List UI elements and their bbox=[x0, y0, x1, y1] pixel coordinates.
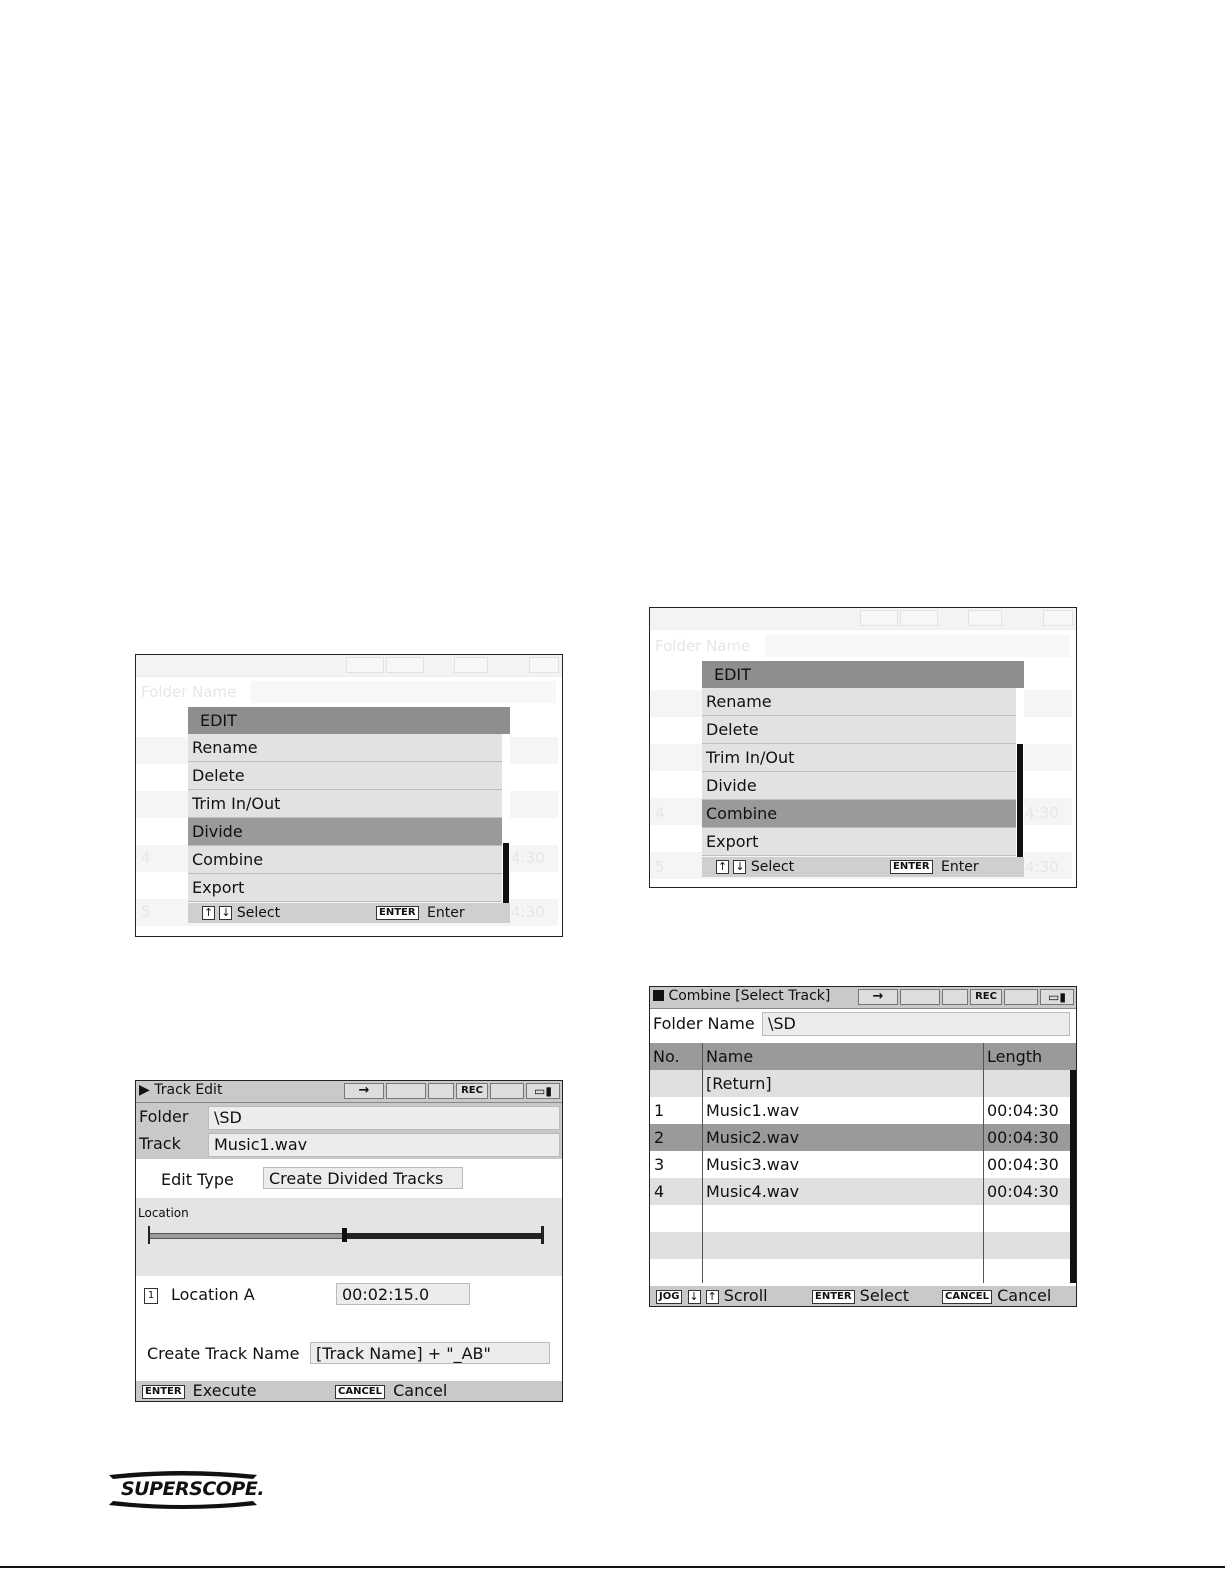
end-marker bbox=[541, 1226, 544, 1244]
status-box bbox=[490, 1083, 524, 1099]
menu-item-divide[interactable]: Divide bbox=[702, 772, 1016, 800]
cell-no: 4 bbox=[654, 1182, 665, 1201]
status-box bbox=[942, 989, 968, 1005]
down-arrow-icon: ↓ bbox=[689, 1289, 699, 1303]
menu-title: EDIT bbox=[702, 661, 1024, 688]
down-arrow-icon: ↓ bbox=[735, 860, 745, 873]
battery-icon bbox=[529, 657, 559, 673]
screen-title bbox=[653, 988, 830, 1004]
table-row[interactable] bbox=[650, 1070, 1070, 1097]
jog-key: JOG bbox=[656, 1290, 682, 1304]
status-box bbox=[900, 989, 940, 1005]
bg-length: 4:30 bbox=[1025, 804, 1059, 822]
folder-field: \SD bbox=[762, 1012, 1070, 1036]
cell-no: 2 bbox=[654, 1128, 665, 1147]
bg-row-no: 4 bbox=[655, 804, 665, 822]
status-box bbox=[386, 1083, 426, 1099]
bg-length: 4:30 bbox=[511, 849, 545, 867]
track-table bbox=[650, 1043, 1076, 1283]
table-scrollbar[interactable] bbox=[1070, 1070, 1076, 1283]
bg-folder-label: Folder Name bbox=[655, 637, 751, 655]
status-box bbox=[900, 610, 938, 626]
folder-field: \SD bbox=[208, 1106, 560, 1130]
menu-footer bbox=[188, 903, 510, 923]
location-a-handle[interactable] bbox=[342, 1228, 347, 1242]
select-hint: Select bbox=[750, 859, 795, 875]
enter-key: ENTER bbox=[142, 1385, 185, 1399]
up-arrow-icon: ↑ bbox=[707, 1289, 717, 1303]
menu-footer bbox=[702, 857, 1024, 877]
cancel-key: CANCEL bbox=[335, 1385, 385, 1399]
menu-item-divide[interactable]: Divide bbox=[188, 818, 502, 846]
select-hint[interactable]: Select bbox=[859, 1286, 910, 1305]
menu-item-trim[interactable]: Trim In/Out bbox=[188, 790, 502, 818]
menu-title: EDIT bbox=[188, 707, 510, 734]
table-row[interactable] bbox=[650, 1232, 1070, 1259]
menu-item-export[interactable]: Export bbox=[702, 828, 1016, 856]
table-body bbox=[650, 1070, 1076, 1286]
bg-row-no: 5 bbox=[141, 903, 151, 921]
track-label: Track bbox=[139, 1134, 181, 1153]
status-box bbox=[860, 610, 898, 626]
edit-menu bbox=[188, 707, 510, 923]
track-field: Music1.wav bbox=[208, 1133, 560, 1157]
battery-icon bbox=[1043, 610, 1073, 626]
header-no: No. bbox=[653, 1047, 680, 1066]
battery-icon: ▭▮ bbox=[1040, 989, 1074, 1005]
status-box bbox=[386, 657, 424, 673]
status-box bbox=[428, 1083, 454, 1099]
header-name: Name bbox=[706, 1047, 754, 1066]
bg-length: 4:30 bbox=[1025, 858, 1059, 876]
status-box bbox=[454, 657, 488, 673]
page-bottom-rule bbox=[0, 1566, 1225, 1568]
location-panel bbox=[136, 1198, 562, 1276]
table-row[interactable] bbox=[650, 1097, 1070, 1124]
up-arrow-icon: ↑ bbox=[203, 906, 214, 919]
select-hint: Select bbox=[236, 905, 281, 921]
execute-hint[interactable]: Execute bbox=[192, 1381, 257, 1400]
superscope-logo bbox=[107, 1469, 265, 1509]
folder-label: Folder bbox=[139, 1107, 189, 1126]
table-row[interactable] bbox=[650, 1124, 1070, 1151]
create-name-label: Create Track Name bbox=[147, 1344, 300, 1363]
menu-item-rename[interactable]: Rename bbox=[188, 734, 502, 762]
track-edit-screen bbox=[135, 1080, 563, 1402]
location-label: Location bbox=[138, 1206, 189, 1220]
folder-label: Folder Name bbox=[653, 1014, 755, 1033]
location-a-field[interactable]: 00:02:15.0 bbox=[336, 1283, 470, 1305]
status-bar bbox=[650, 987, 1076, 1009]
location-a-label: Location A bbox=[171, 1285, 255, 1304]
bg-folder-field bbox=[251, 681, 556, 703]
table-row[interactable] bbox=[650, 1205, 1070, 1232]
menu-item-combine[interactable]: Combine bbox=[702, 800, 1016, 828]
scroll-hint: Scroll bbox=[723, 1286, 768, 1305]
footer-bar bbox=[136, 1381, 562, 1401]
bg-row-no: 5 bbox=[655, 858, 665, 876]
enter-key: ENTER bbox=[376, 906, 419, 920]
table-row[interactable] bbox=[650, 1151, 1070, 1178]
menu-item-delete[interactable]: Delete bbox=[702, 716, 1016, 744]
menu-item-combine[interactable]: Combine bbox=[188, 846, 502, 874]
enter-key: ENTER bbox=[890, 860, 933, 874]
cell-no: 3 bbox=[654, 1155, 665, 1174]
location-a-index: 1 bbox=[144, 1288, 158, 1304]
rec-indicator: REC bbox=[970, 989, 1002, 1005]
logo-text: SUPERSCOPE. bbox=[121, 1478, 265, 1500]
screen-title bbox=[139, 1082, 222, 1098]
up-arrow-icon: ↑ bbox=[717, 860, 728, 873]
edit-type-label: Edit Type bbox=[161, 1170, 234, 1189]
cell-length: 00:04:30 bbox=[987, 1182, 1059, 1201]
bg-row-no: 4 bbox=[141, 849, 151, 867]
down-arrow-icon: ↓ bbox=[221, 906, 231, 919]
header-length: Length bbox=[987, 1047, 1043, 1066]
footer-bar bbox=[650, 1286, 1076, 1306]
location-track-fill bbox=[344, 1233, 544, 1239]
status-box bbox=[968, 610, 1002, 626]
combine-screen bbox=[649, 986, 1077, 1307]
edit-menu-screen-combine bbox=[649, 607, 1077, 888]
column-divider bbox=[983, 1043, 984, 1283]
status-bar bbox=[650, 608, 1076, 630]
rec-indicator: REC bbox=[456, 1083, 488, 1099]
cell-name: Music4.wav bbox=[706, 1182, 800, 1201]
cell-length: 00:04:30 bbox=[987, 1155, 1059, 1174]
cell-length: 00:04:30 bbox=[987, 1128, 1059, 1147]
enter-hint: Enter bbox=[427, 905, 465, 921]
enter-hint: Enter bbox=[941, 859, 979, 875]
menu-item-delete[interactable]: Delete bbox=[188, 762, 502, 790]
status-bar bbox=[136, 655, 562, 677]
status-bar bbox=[136, 1081, 562, 1103]
menu-scrollbar[interactable] bbox=[1017, 744, 1023, 857]
cancel-hint[interactable]: Cancel bbox=[997, 1286, 1052, 1305]
table-header bbox=[650, 1043, 1076, 1070]
edit-type-select[interactable]: Create Divided Tracks bbox=[263, 1167, 463, 1189]
battery-icon: ▭▮ bbox=[526, 1083, 560, 1099]
cell-name: [Return] bbox=[706, 1074, 772, 1093]
start-marker bbox=[148, 1226, 150, 1244]
menu-item-export[interactable]: Export bbox=[188, 874, 502, 902]
menu-item-rename[interactable]: Rename bbox=[702, 688, 1016, 716]
create-name-field[interactable]: [Track Name] + "_AB" bbox=[310, 1342, 550, 1364]
cell-name: Music3.wav bbox=[706, 1155, 800, 1174]
bg-folder-field bbox=[765, 635, 1070, 657]
cell-no: 1 bbox=[654, 1101, 665, 1120]
table-row[interactable] bbox=[650, 1259, 1070, 1286]
arrow-icon: → bbox=[344, 1083, 384, 1099]
play-icon: ▶ bbox=[139, 1082, 150, 1098]
title-text: Combine [Select Track] bbox=[668, 988, 831, 1004]
column-divider bbox=[702, 1043, 703, 1283]
cancel-hint[interactable]: Cancel bbox=[393, 1381, 448, 1400]
menu-scrollbar[interactable] bbox=[503, 843, 509, 903]
cancel-key: CANCEL bbox=[942, 1290, 992, 1304]
bg-length: 4:30 bbox=[511, 903, 545, 921]
cell-name: Music2.wav bbox=[706, 1128, 800, 1147]
stop-icon bbox=[653, 990, 664, 1001]
status-box bbox=[1004, 989, 1038, 1005]
cell-name: Music1.wav bbox=[706, 1101, 800, 1120]
title-text: Track Edit bbox=[154, 1082, 223, 1098]
menu-item-trim[interactable]: Trim In/Out bbox=[702, 744, 1016, 772]
enter-key: ENTER bbox=[812, 1290, 855, 1304]
table-row[interactable] bbox=[650, 1178, 1070, 1205]
arrow-icon: → bbox=[858, 989, 898, 1005]
edit-menu-screen-divide bbox=[135, 654, 563, 937]
cell-length: 00:04:30 bbox=[987, 1101, 1059, 1120]
status-box bbox=[346, 657, 384, 673]
edit-menu bbox=[702, 661, 1024, 877]
bg-folder-label: Folder Name bbox=[141, 683, 237, 701]
